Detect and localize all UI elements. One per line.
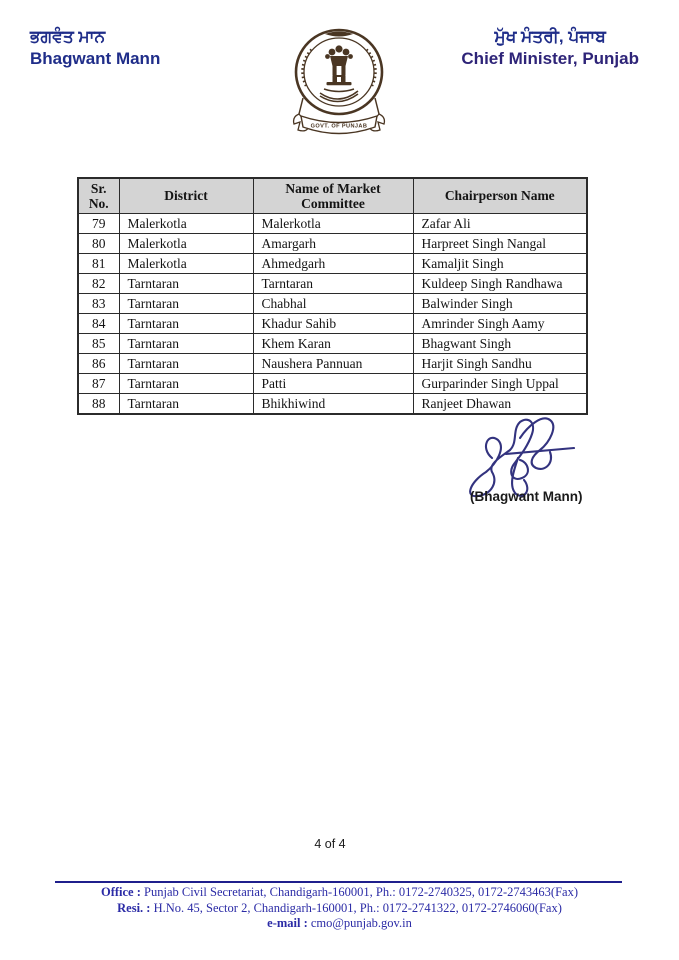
banner-text: GOVT. OF PUNJAB <box>310 123 368 130</box>
table-row <box>78 254 587 274</box>
cell-committee: Malerkotla <box>253 214 413 234</box>
cell-committee: Bhikhiwind <box>253 394 413 415</box>
cell-district: Tarntaran <box>119 334 253 354</box>
table-row <box>78 334 587 354</box>
cell-chairperson: Bhagwant Singh <box>413 334 587 354</box>
cell-sr-no: 84 <box>78 314 119 334</box>
cell-chairperson: Zafar Ali <box>413 214 587 234</box>
cell-chairperson: Ranjeet Dhawan <box>413 394 587 415</box>
column-header-sr-no: Sr. No. <box>78 178 119 214</box>
cell-chairperson: Harpreet Singh Nangal <box>413 234 587 254</box>
cell-chairperson: Kuldeep Singh Randhawa <box>413 274 587 294</box>
govt-of-punjab-seal-icon <box>289 26 389 146</box>
cell-committee: Khadur Sahib <box>253 314 413 334</box>
cell-chairperson: Amrinder Singh Aamy <box>413 314 587 334</box>
cell-chairperson: Gurparinder Singh Uppal <box>413 374 587 394</box>
office-title-english: Chief Minister, Punjab <box>461 49 639 68</box>
table-row <box>78 294 587 314</box>
cell-district: Malerkotla <box>119 234 253 254</box>
footer-contact-block <box>0 885 679 932</box>
ribbon-banner <box>294 114 385 134</box>
footer-residence-label: Resi. : <box>117 900 151 915</box>
cell-district: Tarntaran <box>119 314 253 334</box>
footer-office-line <box>0 885 679 901</box>
cell-sr-no: 86 <box>78 354 119 374</box>
table-row <box>78 274 587 294</box>
cell-chairperson: Kamaljit Singh <box>413 254 587 274</box>
cell-district: Tarntaran <box>119 274 253 294</box>
table-row <box>78 214 587 234</box>
cell-sr-no: 85 <box>78 334 119 354</box>
cell-sr-no: 79 <box>78 214 119 234</box>
table-row <box>78 374 587 394</box>
cell-committee: Chabhal <box>253 294 413 314</box>
cell-sr-no: 88 <box>78 394 119 415</box>
cell-committee: Ahmedgarh <box>253 254 413 274</box>
cell-chairperson: Harjit Singh Sandhu <box>413 354 587 374</box>
ashoka-lion-capital-icon <box>325 45 353 85</box>
footer-residence-text: H.No. 45, Sector 2, Chandigarh-160001, Ph.: 0172-2741322, 0172-2746060(Fax) <box>153 900 562 915</box>
table-header-row <box>78 178 587 214</box>
cell-district: Malerkotla <box>119 254 253 274</box>
column-header-market-committee: Name of Market Committee <box>253 178 413 214</box>
cell-committee: Naushera Pannuan <box>253 354 413 374</box>
sender-name-punjabi: ਭਗਵੰਤ ਮਾਨ <box>30 27 106 46</box>
page-number: 4 of 4 <box>314 837 346 851</box>
signatory-name: (Bhagwant Mann) <box>470 489 583 504</box>
table-row <box>78 234 587 254</box>
cell-district: Tarntaran <box>119 354 253 374</box>
cell-committee: Khem Karan <box>253 334 413 354</box>
sender-name-block <box>30 26 160 70</box>
footer-residence-line <box>0 901 679 917</box>
cell-sr-no: 87 <box>78 374 119 394</box>
cell-district: Tarntaran <box>119 294 253 314</box>
cell-committee: Patti <box>253 374 413 394</box>
cell-chairperson: Balwinder Singh <box>413 294 587 314</box>
cell-sr-no: 83 <box>78 294 119 314</box>
cell-sr-no: 80 <box>78 234 119 254</box>
cell-district: Malerkotla <box>119 214 253 234</box>
table-row <box>78 314 587 334</box>
table-row <box>78 354 587 374</box>
footer-office-label: Office : <box>100 885 141 899</box>
cell-sr-no: 81 <box>78 254 119 274</box>
cell-district: Tarntaran <box>119 374 253 394</box>
office-title-punjabi: ਮੁੱਖ ਮੰਤਰੀ, ਪੰਜਾਬ <box>494 27 606 46</box>
cell-committee: Amargarh <box>253 234 413 254</box>
cell-district: Tarntaran <box>119 394 253 415</box>
cell-sr-no: 82 <box>78 274 119 294</box>
column-header-district: District <box>119 178 253 214</box>
footer-email-text: cmo@punjab.gov.in <box>310 916 412 930</box>
market-committee-table <box>77 177 588 415</box>
signature-scribble-icon <box>462 410 582 498</box>
footer-email-label: e-mail : <box>267 916 308 930</box>
cell-committee: Tarntaran <box>253 274 413 294</box>
office-title-block <box>461 26 639 70</box>
sender-name-english: Bhagwant Mann <box>30 49 161 68</box>
footer-divider <box>55 881 622 883</box>
footer-office-text: Punjab Civil Secretariat, Chandigarh-160001, Ph.: 0172-2740325, 0172-2743463(Fax) <box>144 885 578 899</box>
footer-email-line <box>0 916 679 932</box>
column-header-chairperson: Chairperson Name <box>413 178 587 214</box>
